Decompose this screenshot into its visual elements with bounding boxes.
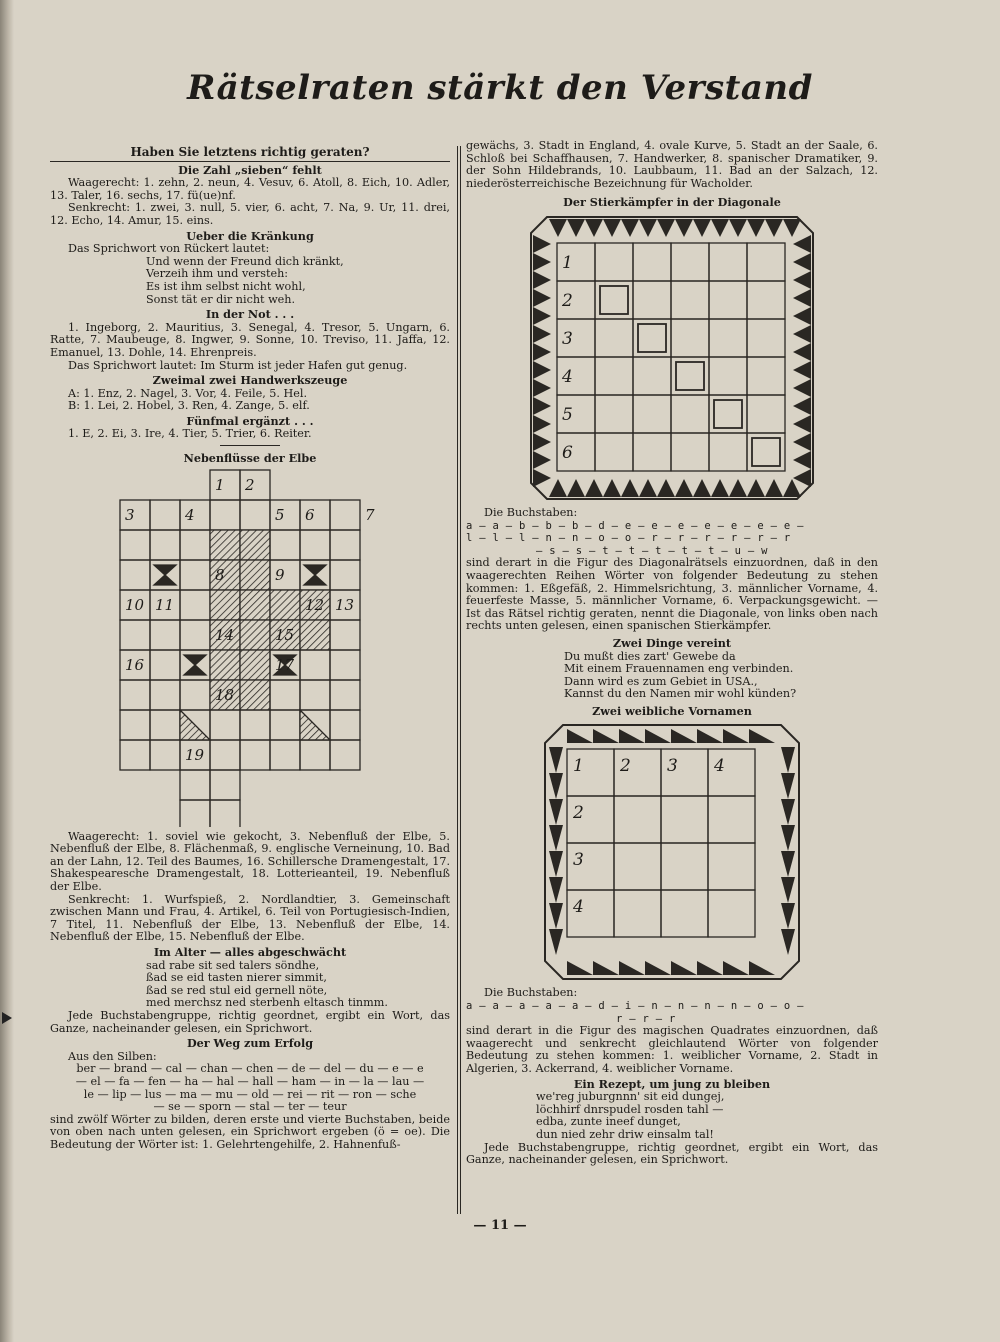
erfolg-continuation: gewächs, 3. Stadt in England, 4. ovale Kurve, 5. Stadt an der Saale, 6. Schloß bei Schaffhausen, 7. Handwerker, 8. spanischer Dramatiker, 9. der Sohn Hildebrands, 10. Laubbaum, 11. Bad an der Salzach, 12. niederösterreichische Bezeichnung für Wacholder. <box>466 139 878 190</box>
diagonal-puzzle-grid <box>527 213 817 503</box>
grid-cell <box>210 710 240 740</box>
verse-line: Kannst du den Namen mir wohl künden? <box>564 687 797 701</box>
grid-cell <box>300 650 330 680</box>
grid-cell <box>120 620 150 650</box>
hourglass-icon <box>154 565 176 585</box>
hatched-cell <box>240 650 270 680</box>
grid-cell <box>300 530 330 560</box>
short-divider <box>220 445 280 446</box>
grid-cell <box>270 710 300 740</box>
grid-cell <box>270 530 300 560</box>
clue-number: 2 <box>245 475 255 494</box>
answer-text: Senkrecht: 1. zwei, 3. null, 5. vier, 6. acht, 7. Na, 9. Ur, 11. drei, 12. Echo, 14. Amur, 15. eins. <box>50 201 450 227</box>
section-heading: Ueber die Kränkung <box>186 228 314 243</box>
erfolg-intro: Aus den Silben: <box>68 1049 157 1063</box>
grid-cell <box>210 800 240 827</box>
triangle-shade <box>300 710 330 740</box>
clue-number: 16 <box>125 655 145 674</box>
cell-number: 4 <box>714 756 725 777</box>
grid-cell <box>330 680 360 710</box>
elbe-heading: Nebenflüsse der Elbe <box>183 451 317 466</box>
syllable-line: ber — brand — cal — chan — chen — de — del — du — e — e <box>76 1062 424 1076</box>
syllable-line: — el — fa — fen — ha — hal — hall — ham — in — la — lau — <box>75 1074 425 1088</box>
grid-cell <box>180 560 210 590</box>
alter-note: Jede Buchstabengruppe, richtig geordnet, ergibt ein Wort, das Ganze, nacheinander gelesen, ein Sprichwort. <box>50 1008 450 1035</box>
verse-line: dun nied zehr driw einsalm tal! <box>536 1128 714 1141</box>
verse-line: Sonst tät er dir nicht weh. <box>146 292 296 306</box>
clue-number: 9 <box>275 565 285 584</box>
grid-cell <box>150 710 180 740</box>
clue-number: 8 <box>215 565 225 584</box>
verse-line: Es ist ihm selbst nicht wohl, <box>146 279 306 293</box>
verse-line: Und wenn der Freund dich kränkt, <box>146 254 344 268</box>
alter-heading: Im Alter — alles abgeschwächt <box>153 945 347 959</box>
answer-text: A: 1. Enz, 2. Nagel, 3. Vor, 4. Feile, 5. Hel. <box>68 386 308 400</box>
grid-cell <box>150 740 180 770</box>
grid-cell <box>240 710 270 740</box>
clue-number: 17 <box>275 655 295 674</box>
grid-cell <box>120 680 150 710</box>
grid-cell <box>240 740 270 770</box>
verse-line: Dann wird es zum Gebiet in USA., <box>564 674 758 688</box>
row-number: 6 <box>562 442 573 463</box>
row-number: 5 <box>562 404 573 425</box>
magic-square-grid <box>541 721 803 983</box>
grid-cell <box>120 740 150 770</box>
grid-cell <box>210 740 240 770</box>
grid-cell <box>330 560 360 590</box>
page-number: — 11 — <box>473 1218 527 1233</box>
right-column <box>466 140 878 1167</box>
answer-text: 1. Ingeborg, 2. Mauritius, 3. Senegal, 4. Tresor, 5. Ungarn, 6. Ratte, 7. Maubeuge, 8. Ingwer, 9. Sonne, 10. Treviso, 11. Jaffa, 12. Emanuel, 13. Dohle, 14. Ehrenpreis. <box>50 320 450 359</box>
vornamen-letters-label: Die Buchstaben: <box>484 986 578 1000</box>
column-divider-2 <box>460 146 461 1214</box>
row-number: 1 <box>562 252 573 273</box>
row-number: 4 <box>562 366 573 387</box>
grid-cell <box>180 680 210 710</box>
section-heading: Zweimal zwei Handwerkszeuge <box>152 373 348 388</box>
grid-cell <box>180 620 210 650</box>
elbe-clues-down: Senkrecht: 1. Wurfspieß, 2. Nordlandtier, 3. Gemeinschaft zwischen Mann und Frau, 4. Artikel, 6. Teil von Portugiesisch-Indien, 7 Titel, 11. Nebenfluß der Elbe, 13. Nebenfluß der Elbe, 14. Nebenfluß der Elbe, 15. Nebenfluß der Elbe. <box>50 892 450 944</box>
cell-number: 3 <box>573 850 584 871</box>
dinge-heading: Zwei Dinge vereint <box>612 635 732 650</box>
clue-number: 13 <box>335 595 355 614</box>
grid-cell <box>180 530 210 560</box>
hatched-cell <box>210 530 240 560</box>
answer-text: Das Sprichwort lautet: Im Sturm ist jeder Hafen gut genug. <box>68 358 408 372</box>
hatched-cell <box>240 680 270 710</box>
clue-number: 19 <box>185 745 205 764</box>
grid-cell <box>330 710 360 740</box>
rezept-heading: Ein Rezept, um jung zu bleiben <box>573 1076 771 1091</box>
hatched-cell <box>270 590 300 620</box>
grid-cell <box>330 530 360 560</box>
puzzle-frame <box>531 217 813 499</box>
section-heading: Fünfmal ergänzt . . . <box>186 413 314 428</box>
margin-arrow-icon <box>2 1012 12 1024</box>
row-number: 3 <box>562 328 573 349</box>
clue-number: 4 <box>185 505 195 524</box>
verse-line: Verzeih ihm und versteh: <box>146 267 289 281</box>
answer-text: B: 1. Lei, 2. Hobel, 3. Ren, 4. Zange, 5. elf. <box>68 399 310 413</box>
grid-cell <box>210 500 240 530</box>
letters-line: l — l — l — n — n — o — o — r — r — r — r — r — r <box>466 532 791 545</box>
hourglass-icon <box>304 565 326 585</box>
answer-text: Waagerecht: 1. zehn, 2. neun, 4. Vesuv, 6. Atoll, 8. Eich, 10. Adler, 13. Taler, 16. sechs, 17. fü(ue)nf. <box>50 176 450 202</box>
clue-number: 7 <box>365 505 375 524</box>
grid-cell <box>120 710 150 740</box>
grid-cell <box>120 530 150 560</box>
rezept-note: Jede Buchstabengruppe, richtig geordnet, ergibt ein Wort, das Ganze, nacheinander gelesen, ein Sprichwort. <box>466 1140 878 1167</box>
hatched-cell <box>210 650 240 680</box>
cell-number: 4 <box>573 897 584 918</box>
left-column <box>50 144 450 1152</box>
clue-number: 1 <box>215 475 225 494</box>
grid-cell <box>150 650 180 680</box>
section-heading: In der Not . . . <box>205 307 295 322</box>
syllable-line: — se — sporn — stal — ter — teur <box>153 1100 347 1114</box>
grid-cell <box>240 500 270 530</box>
letters-line: a — a — b — b — b — d — e — e — e — e — e — e — e — <box>466 519 804 532</box>
answer-text: Das Sprichwort von Rückert lautet: <box>68 242 270 256</box>
hatched-cell <box>240 530 270 560</box>
section-heading: Die Zahl „sieben“ fehlt <box>178 162 322 177</box>
grid-cell <box>180 800 210 827</box>
page-title: Rätselraten stärkt den Verstand <box>187 68 813 108</box>
hatched-cell <box>240 590 270 620</box>
grid-cell <box>330 620 360 650</box>
stier-heading: Der Stierkämpfer in der Diagonale <box>563 195 781 210</box>
grid-cell <box>270 740 300 770</box>
verse-line: edba, zunte ineef dunget, <box>536 1115 681 1129</box>
hatched-cell <box>240 560 270 590</box>
hatched-cell <box>240 620 270 650</box>
grid-cell <box>120 560 150 590</box>
clue-number: 12 <box>305 595 325 614</box>
hatched-cell <box>210 590 240 620</box>
clue-number: 5 <box>275 505 285 524</box>
grid-cell <box>330 740 360 770</box>
clue-number: 11 <box>155 595 175 614</box>
cell-number: 1 <box>573 756 584 777</box>
grid-cell <box>270 680 300 710</box>
syllable-line: le — lip — lus — ma — mu — old — rei — rit — ron — sche <box>83 1087 417 1101</box>
verse-line: löchhirf dnrspudel rosden tahl — <box>536 1102 724 1116</box>
hourglass-icon <box>184 655 206 675</box>
erfolg-text: sind zwölf Wörter zu bilden, deren erste und vierte Buchstaben, beide von oben nach unten gelesen, ein Sprichwort ergeben (ö = oe). Die Bedeutung der Wörter ist: 1. Gelehrtengehilfe, 2. Hahnenfuß- <box>50 1112 450 1151</box>
clue-number: 14 <box>215 625 235 644</box>
erfolg-heading: Der Weg zum Erfolg <box>186 1036 314 1051</box>
verse-line: ßad se eid tasten nierer simmit, <box>146 971 327 985</box>
triangle-shade <box>180 710 210 740</box>
clue-number: 15 <box>275 625 295 644</box>
answer-text: 1. E, 2. Ei, 3. Ire, 4. Tier, 5. Trier, 6. Reiter. <box>68 427 312 441</box>
grid-cell <box>180 590 210 620</box>
letters-line: a — a — a — a — a — d — i — n — n — n — n — o — o — <box>466 1000 804 1013</box>
elbe-clues-across: Waagerecht: 1. soviel wie gekocht, 3. Nebenfluß der Elbe, 5. Nebenfluß der Elbe, 8. Flächenmaß, 9. englische Verneinung, 10. Bad an der Lahn, 12. Teil des Baumes, 16. Schillersche Dramengestalt, 17. Shakespearesche Dramengestalt, 18. Lotterieanteil, 19. Nebenfluß der Elbe. <box>50 829 450 894</box>
grid-cell <box>210 770 240 800</box>
grid-cell <box>150 620 180 650</box>
clue-number: 18 <box>215 685 235 704</box>
grid-cell <box>330 650 360 680</box>
verse-line: Mit einem Frauennamen eng verbinden. <box>564 662 794 676</box>
grid-cell <box>300 740 330 770</box>
verse-line: we'reg juburgnnn' sit eid dungej, <box>536 1090 725 1104</box>
hatched-cell <box>300 620 330 650</box>
verse-line: ßad se red stul eid gernell nöte, <box>146 983 328 997</box>
cell-number: 3 <box>667 756 678 777</box>
vornamen-text: sind derart in die Figur des magischen Quadrates einzuordnen, daß waagerecht und senkrecht gleichlautend Wörter von folgender Bedeutung zu stehen kommen: 1. weiblicher Vorname, 2. Stadt in Algerien, 3. Ackerrand, 4. weiblicher Vorname. <box>466 1024 878 1076</box>
column-divider <box>457 146 458 1214</box>
clue-number: 10 <box>125 595 145 614</box>
elbe-crossword-grid <box>119 469 381 827</box>
vornamen-heading: Zwei weibliche Vornamen <box>592 703 752 718</box>
grid-cell <box>150 680 180 710</box>
answers-heading: Haben Sie letztens richtig geraten? <box>50 146 450 162</box>
cell-number: 2 <box>573 803 584 824</box>
verse-line: sad rabe sit sed talers söndhe, <box>146 958 320 972</box>
letters-line: — s — s — t — t — t — t — t — u — w <box>536 544 768 557</box>
grid-cell <box>300 680 330 710</box>
stier-text: sind derart in die Figur des Diagonalrätsels einzuordnen, daß in den waagerechten Reihen Wörter von folgender Bedeutung zu stehen kommen: 1. Eßgefäß, 2. Himmelsrichtung, 3. männlicher Vorname, 4. feuerfeste Masse, 5. männlicher Vorname, 6. Verpackungsgewicht. — Ist das Rätsel richtig geraten, nennt die Diagonale, von links oben nach rechts unten gelesen, einen spanischen Stierkämpfer. <box>466 556 878 633</box>
clue-number: 6 <box>305 505 315 524</box>
stier-letters-label: Die Buchstaben: <box>484 505 578 519</box>
row-number: 2 <box>562 290 573 311</box>
cell-number: 2 <box>620 756 631 777</box>
grid-cell <box>180 770 210 800</box>
grid-cell <box>330 500 360 530</box>
grid-cell <box>150 500 180 530</box>
clue-number: 3 <box>125 505 135 524</box>
letters-line: r — r — r <box>616 1012 676 1025</box>
verse-line: Du mußt dies zart' Gewebe da <box>564 649 736 663</box>
page-spine <box>0 0 14 1342</box>
grid-cell <box>150 530 180 560</box>
verse-line: med merchsz ned sterbenh eltasch tinmm. <box>146 996 388 1010</box>
